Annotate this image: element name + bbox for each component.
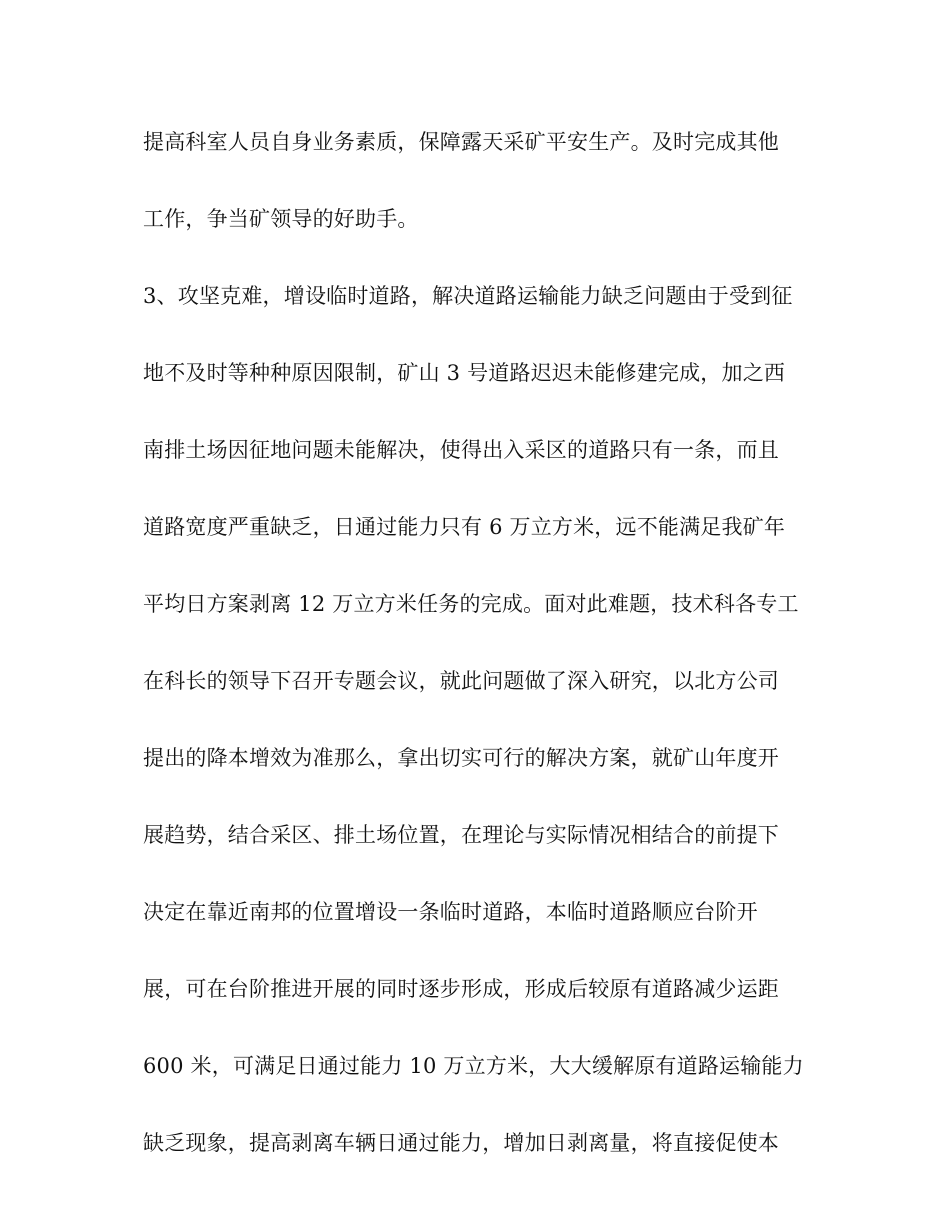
paragraph-line: 缺乏现象，提高剥离车辆日通过能力，增加日剥离量，将直接促使本 [143,1131,779,1155]
paragraph-line: 提高科室人员自身业务素质，保障露天采矿平安生产。及时完成其他 [143,130,779,154]
paragraph-line: 展，可在台阶推进开展的同时逐步形成，形成后较原有道路减少运距 [143,977,779,1001]
paragraph-line: 决定在靠近南邦的位置增设一条临时道路，本临时道路顺应台阶开 [143,900,758,924]
paragraph-line: 3、攻坚克难，增设临时道路，解决道路运输能力缺乏问题由于受到征 [143,284,793,308]
paragraph-line: 展趋势，结合采区、排土场位置，在理论与实际情况相结合的前提下 [143,823,779,847]
paragraph-line: 600 米，可满足日通过能力 10 万立方米，大大缓解原有道路运输能力 [143,1054,804,1078]
paragraph-line: 提出的降本增效为准那么，拿出切实可行的解决方案，就矿山年度开 [143,746,779,770]
paragraph-line: 工作，争当矿领导的好助手。 [143,207,419,231]
paragraph-line: 在科长的领导下召开专题会议，就此问题做了深入研究，以北方公司 [143,669,779,693]
paragraph-line: 道路宽度严重缺乏，日通过能力只有 6 万立方米，远不能满足我矿年 [143,515,786,539]
paragraph-line: 平均日方案剥离 12 万立方米任务的完成。面对此难题，技术科各专工 [143,592,799,616]
paragraph-line: 南排土场因征地问题未能解决，使得出入采区的道路只有一条，而且 [143,438,779,462]
paragraph-line: 地不及时等种种原因限制，矿山 3 号道路迟迟未能修建完成，加之西 [143,361,786,385]
